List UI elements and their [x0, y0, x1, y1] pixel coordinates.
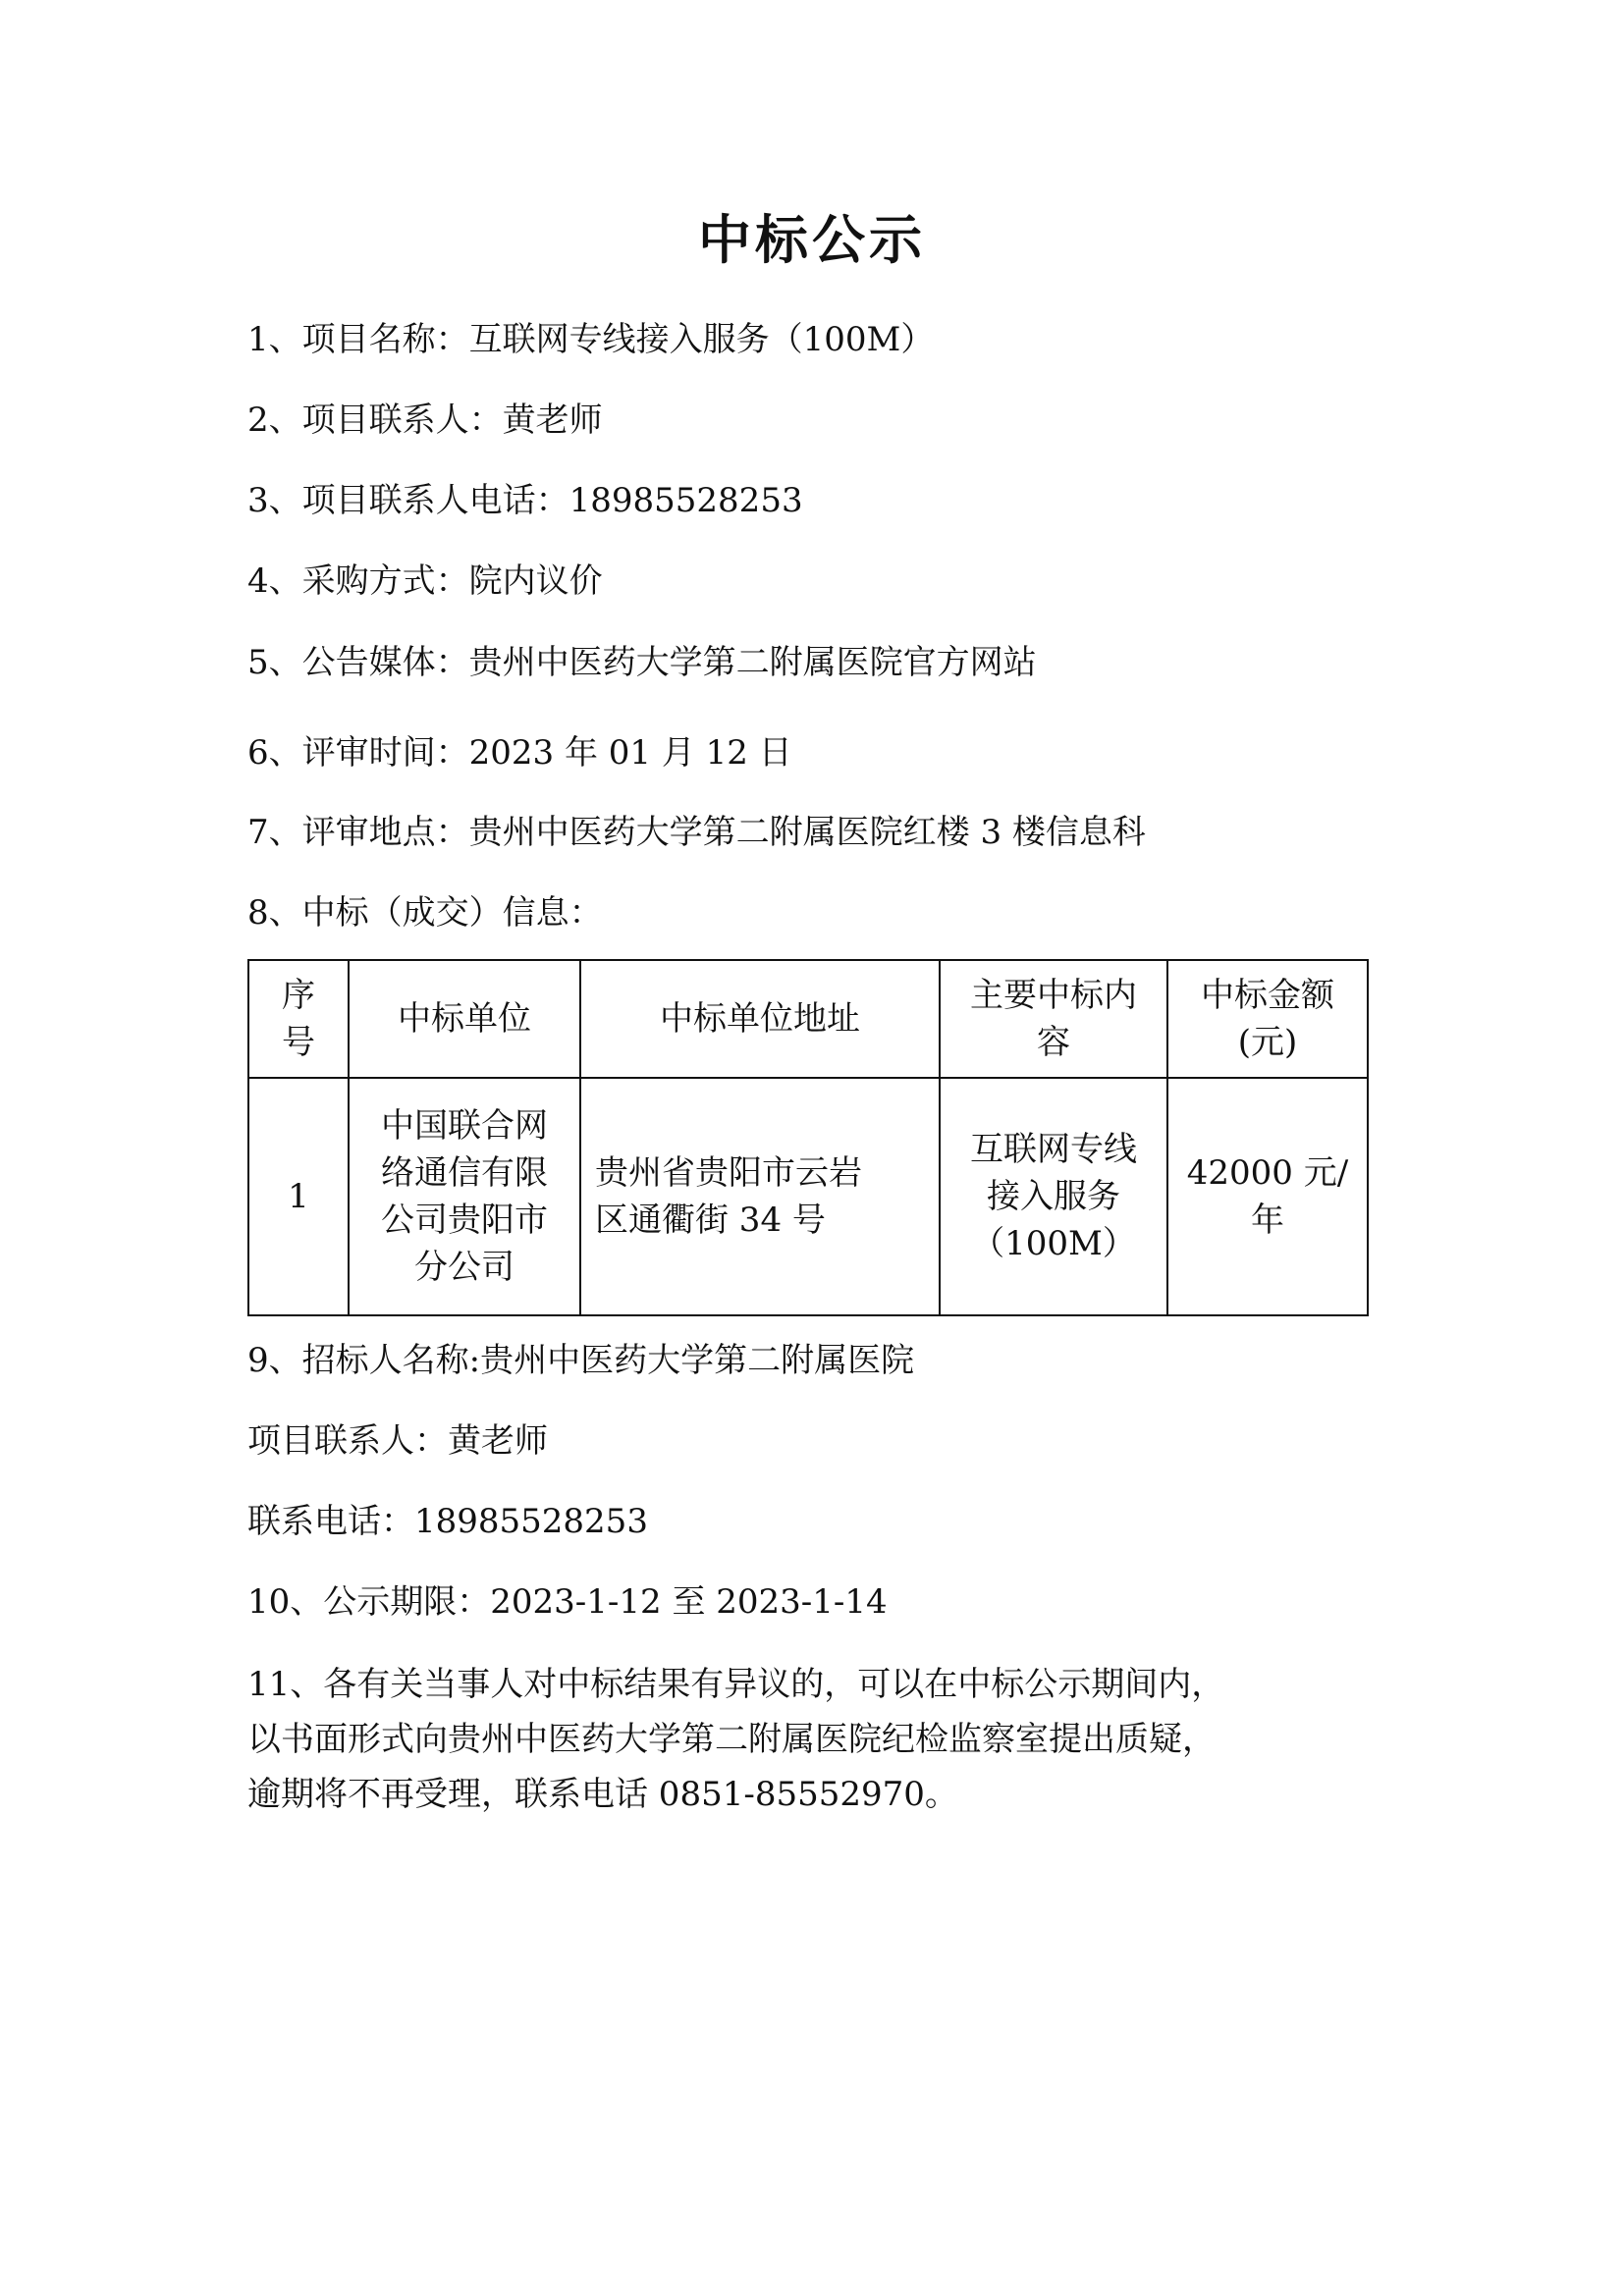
item-procurement-method: 4、采购方式：院内议价 — [247, 561, 603, 601]
cell-amount-line: 年 — [1251, 1201, 1284, 1240]
tenderer-contact: 项目联系人：黄老师 — [247, 1421, 548, 1461]
header-amount-line: 中标金额 — [1201, 976, 1334, 1015]
header-amount-line: (元) — [1237, 1023, 1298, 1062]
tenderer-phone: 联系电话：18985528253 — [247, 1502, 648, 1541]
page-title: 中标公示 — [698, 209, 926, 271]
cell-amount-line: 42000 元/ — [1186, 1153, 1349, 1193]
tenderer-name: 9、招标人名称:贵州中医药大学第二附属医院 — [247, 1341, 915, 1380]
objection-paragraph — [247, 1657, 1367, 1822]
header-content-line: 主要中标内 — [970, 976, 1137, 1015]
header-seq — [248, 960, 349, 1078]
item-contact-phone: 3、项目联系人电话：18985528253 — [247, 481, 803, 520]
cell-unit-line: 络通信有限 — [381, 1153, 548, 1193]
cell-amount — [1167, 1078, 1368, 1315]
cell-content — [940, 1078, 1167, 1315]
objection-line: 以书面形式向贵州中医药大学第二附属医院纪检监察室提出质疑， — [247, 1720, 1216, 1759]
item-project-name: 1、项目名称：互联网专线接入服务（100M） — [247, 320, 935, 359]
objection-line: 11、各有关当事人对中标结果有异议的，可以在中标公示期间内， — [247, 1665, 1225, 1704]
item-media: 5、公告媒体：贵州中医药大学第二附属医院官方网站 — [247, 643, 1037, 682]
cell-address — [580, 1078, 940, 1315]
item-contact: 2、项目联系人：黄老师 — [247, 400, 603, 440]
cell-content-line: （100M） — [971, 1224, 1136, 1263]
cell-content-line: 互联网专线 — [970, 1130, 1137, 1169]
award-table — [247, 959, 1369, 1316]
item-review-place: 7、评审地点：贵州中医药大学第二附属医院红楼 3 楼信息科 — [247, 813, 1146, 852]
cell-unit-line: 分公司 — [414, 1248, 514, 1287]
header-content — [940, 960, 1167, 1078]
table-row — [248, 1078, 1368, 1315]
header-content-line: 容 — [1037, 1023, 1070, 1062]
table-header-row — [248, 960, 1368, 1078]
notice-period: 10、公示期限：2023-1-12 至 2023-1-14 — [247, 1582, 888, 1622]
header-unit: 中标单位 — [349, 960, 580, 1078]
cell-seq: 1 — [248, 1078, 349, 1315]
header-address: 中标单位地址 — [580, 960, 940, 1078]
cell-content-line: 接入服务 — [987, 1177, 1120, 1216]
item-review-time: 6、评审时间：2023 年 01 月 12 日 — [247, 733, 792, 773]
objection-line: 逾期将不再受理，联系电话 0851-85552970。 — [247, 1775, 958, 1814]
cell-unit — [349, 1078, 580, 1315]
cell-address-line: 区通衢街 34 号 — [595, 1201, 826, 1240]
cell-unit-line: 中国联合网 — [381, 1106, 548, 1146]
item-award-info: 8、中标（成交）信息： — [247, 893, 603, 933]
header-seq-line: 序 — [282, 976, 315, 1015]
cell-unit-line: 公司贵阳市 — [381, 1201, 548, 1240]
cell-address-line: 贵州省贵阳市云岩 — [595, 1153, 862, 1193]
header-seq-line: 号 — [282, 1023, 315, 1062]
header-amount — [1167, 960, 1368, 1078]
